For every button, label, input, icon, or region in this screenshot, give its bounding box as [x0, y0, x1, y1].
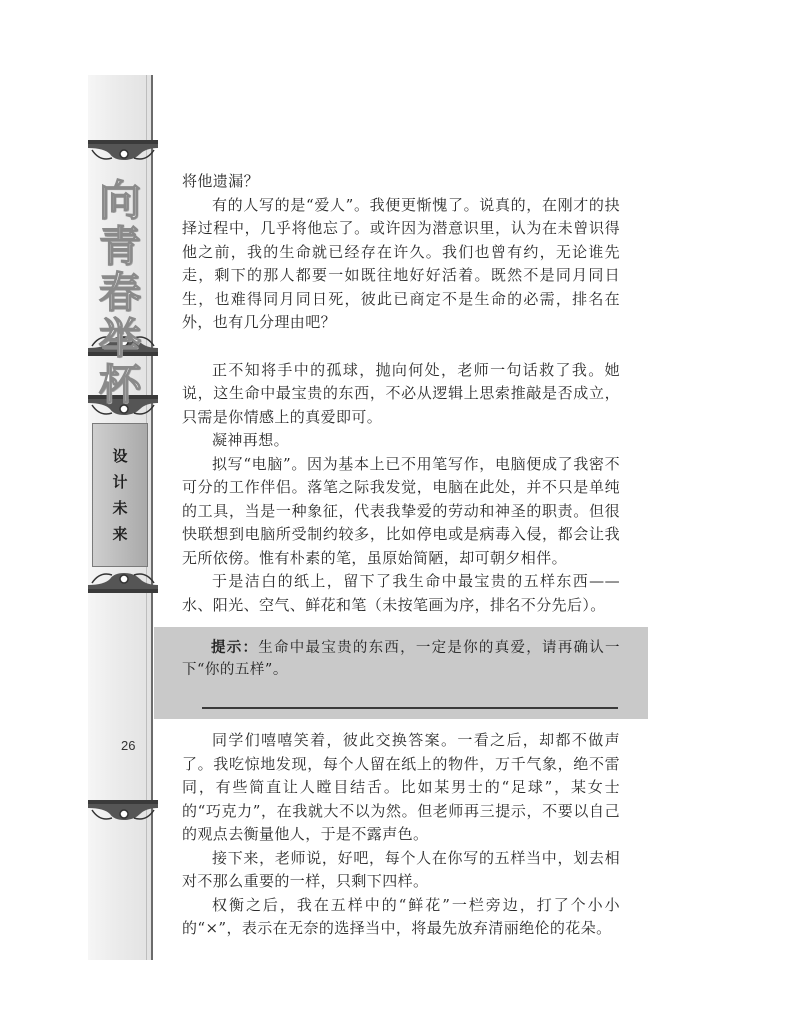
section-label-char: 设	[112, 447, 128, 465]
series-title-char: 青	[98, 222, 141, 271]
paragraph: 拟写“电脑”。因为基本上已不用笔写作，电脑便成了我密不可分的工作伴侣。落笔之际我发觉，电脑在此处，并不只是单纯的工具，当是一种象征，代表我挚爱的劳动和神圣的职责。但很快联想到电脑所受制约较多，比如停电或是病毒入侵，都会让我无所依傍。惟有朴素的笔，虽原始简陋，却可朝夕相伴。	[182, 454, 620, 567]
tip-text	[182, 637, 620, 681]
section-label-char: 来	[112, 525, 128, 543]
series-title-char: 向	[98, 176, 141, 225]
series-title-char: 杯	[98, 360, 141, 409]
paragraph: 正不知将手中的孤球，抛向何处，老师一句话救了我。她说，这生命中最宝贵的东西，不必从逻辑上思索推敲是否成立，只需是你情感上的真爱即可。	[182, 360, 620, 426]
paragraph: 将他遗漏？	[182, 172, 260, 190]
main-text	[182, 170, 620, 941]
section-label-char: 未	[112, 499, 128, 517]
paragraph: 同学们嘻嘻笑着，彼此交换答案。一看之后，却都不做声了。我吃惊地发现，每个人留在纸上的物件，万千气象，绝不雷同，有些简直让人瞠目结舌。比如某男士的“足球”，某女士的“巧克力”，在我就大不以为然。但老师再三提示，不要以自己的观点去衡量他人，于是不露声色。	[182, 731, 620, 843]
tip-label: 提示：	[211, 639, 259, 656]
corner-ornament-section-bottom	[88, 567, 158, 593]
tip-box	[154, 627, 648, 719]
series-title	[92, 178, 148, 408]
section-label-char: 计	[112, 473, 128, 491]
paragraph: 凝神再想。	[212, 431, 290, 449]
corner-ornament-bottom	[88, 800, 158, 826]
paragraph: 权衡之后，我在五样中的“鲜花”一栏旁边，打了个小小的“×”，表示在无奈的选择当中，将最先放弃清丽绝伦的花朵。	[182, 895, 620, 937]
series-title-char: 春	[98, 268, 141, 317]
corner-ornament-top	[88, 140, 158, 166]
paragraph: 接下来，老师说，好吧，每个人在你写的五样当中，划去相对不那么重要的一样，只剩下四样。	[182, 848, 620, 890]
paragraph: 有的人写的是“爱人”。我便更惭愧了。说真的，在刚才的抉择过程中，几乎将他忘了。或许因为潜意识里，认为在未曾识得他之前，我的生命就已经存在许久。我们也曾有约，无论谁先走，剩下的那人都要一如既往地好好活着。既然不是同月同日生，也难得同月同日死，彼此已商定不是生命的必需，排名在外，也有几分理由吧？	[182, 195, 620, 331]
sidebar-rule	[151, 75, 153, 960]
paragraph: 于是洁白的纸上，留下了我生命中最宝贵的五样东西——水、阳光、空气、鲜花和笔（未按笔画为序，排名不分先后）。	[182, 572, 620, 614]
series-title-char: 举	[98, 314, 141, 363]
tip-body: 生命中最宝贵的东西，一定是你的真爱，请再确认一下“你的五样”。	[182, 640, 620, 678]
section-label	[92, 423, 148, 567]
answer-line	[202, 707, 618, 709]
page-number: 26	[121, 738, 136, 753]
